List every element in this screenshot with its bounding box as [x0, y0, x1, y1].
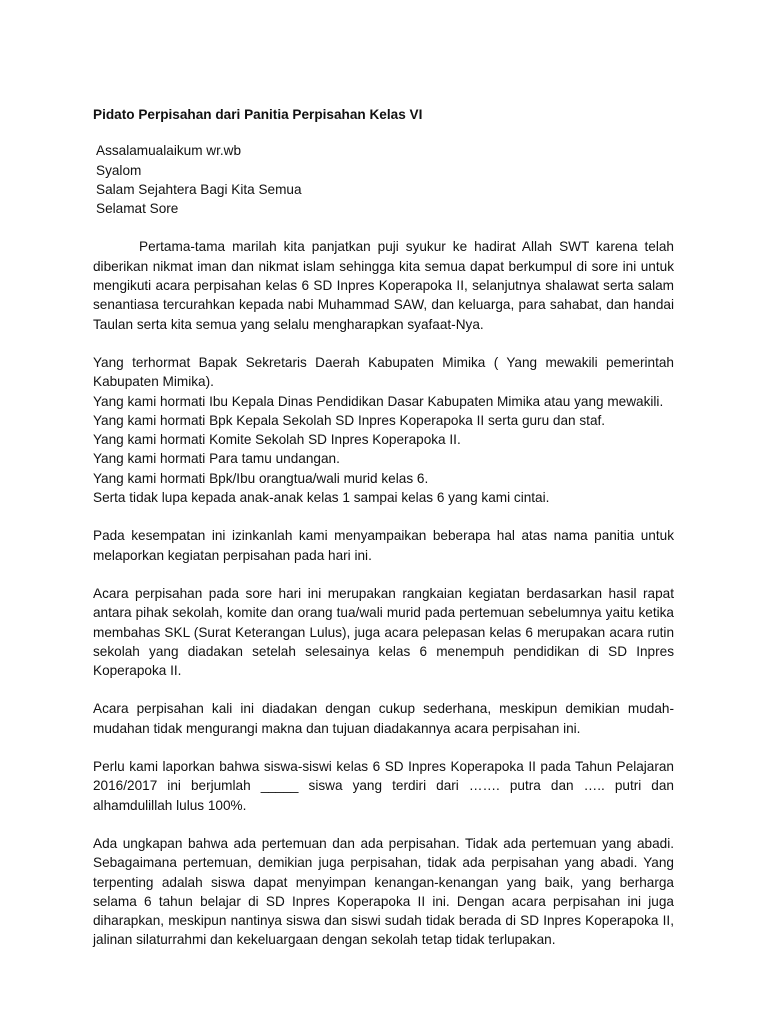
honorific-line: Yang kami hormati Bpk Kepala Sekolah SD Inpres Koperapoka II serta guru dan staf.	[93, 412, 606, 428]
opening-paragraph: Pertama-tama marilah kita panjatkan puji syukur ke hadirat Allah SWT karena telah diberikan nikmat iman dan nikmat islam sehingga kita semua dapat berkumpul di sore ini untuk mengikuti acara perpisahan kelas 6 SD Inpres Koperapoka II, selanjutnya shalawat serta salam senantiasa tercurahkan kepada nabi Muhammad SAW, dan keluarga, para sahabat, dan handai Taulan serta kita semua yang selalu mengharapkan syafaat-Nya.	[93, 239, 674, 332]
greeting-line: Salam Sejahtera Bagi Kita Semua	[96, 181, 302, 197]
honorific-line: Serta tidak lupa kepada anak-anak kelas 1 sampai kelas 6 yang kami cintai.	[93, 490, 550, 506]
greetings-block	[93, 141, 674, 218]
honorific-line: Yang kami hormati Komite Sekolah SD Inpres Koperapoka II.	[93, 432, 461, 448]
honorific-line: Yang kami hormati Ibu Kepala Dinas Pendidikan Dasar Kabupaten Mimika atau yang mewakili.	[93, 393, 664, 409]
document-title: Pidato Perpisahan dari Panitia Perpisahan Kelas VI	[93, 107, 423, 122]
honorific-line: Yang terhormat Bapak Sekretaris Daerah Kabupaten Mimika ( Yang mewakili pemerintah Kabupaten Mimika).	[93, 354, 674, 390]
honorific-line: Yang kami hormati Bpk/Ibu orangtua/wali murid kelas 6.	[93, 470, 429, 486]
honorific-line: Yang kami hormati Para tamu undangan.	[93, 451, 340, 467]
greeting-line: Syalom	[96, 162, 142, 178]
body-paragraph: Acara perpisahan kali ini diadakan dengan cukup sederhana, meskipun demikian mudah-mudahan tidak mengurangi makna dan tujuan diadakannya acara perpisahan ini.	[93, 701, 674, 736]
honorifics-list	[93, 353, 674, 507]
body-paragraph: Acara perpisahan pada sore hari ini merupakan rangkaian kegiatan berdasarkan hasil rapat antara pihak sekolah, komite dan orang tua/wali murid pada pertemuan sebelumnya yaitu ketika membahas SKL (Surat Keterangan Lulus), juga acara pelepasan kelas 6 merupakan acara rutin sekolah yang diadakan setelah selesainya kelas 6 menempuh pendidikan di SD Inpres Koperapoka II.	[93, 585, 674, 679]
body-paragraph: Perlu kami laporkan bahwa siswa-siswi kelas 6 SD Inpres Koperapoka II pada Tahun Pelajaran 2016/2017 ini berjumlah _____ siswa yang terdiri dari ……. putra dan ….. putri dan alhamdulillah lulus 100%.	[93, 759, 674, 813]
greeting-line: Assalamualaikum wr.wb	[96, 143, 242, 159]
greeting-line: Selamat Sore	[96, 201, 179, 217]
body-paragraph: Ada ungkapan bahwa ada pertemuan dan ada perpisahan. Tidak ada pertemuan yang abadi. Sebagaimana pertemuan, demikian juga perpisahan, tidak ada perpisahan yang abadi. Yang terpenting adalah siswa dapat menyimpan kenangan-kenangan yang baik, yang berharga selama 6 tahun belajar di SD Inpres Koperapoka II ini. Dengan acara perpisahan ini juga diharapkan, meskipun nantinya siswa dan siswi sudah tidak berada di SD Inpres Koperapoka II, jalinan silaturrahmi dan kekeluargaan dengan sekolah tetap tidak terlupakan.	[93, 835, 674, 948]
body-paragraph: Pada kesempatan ini izinkanlah kami menyampaikan beberapa hal atas nama panitia untuk melaporkan kegiatan perpisahan pada hari ini.	[93, 528, 674, 563]
